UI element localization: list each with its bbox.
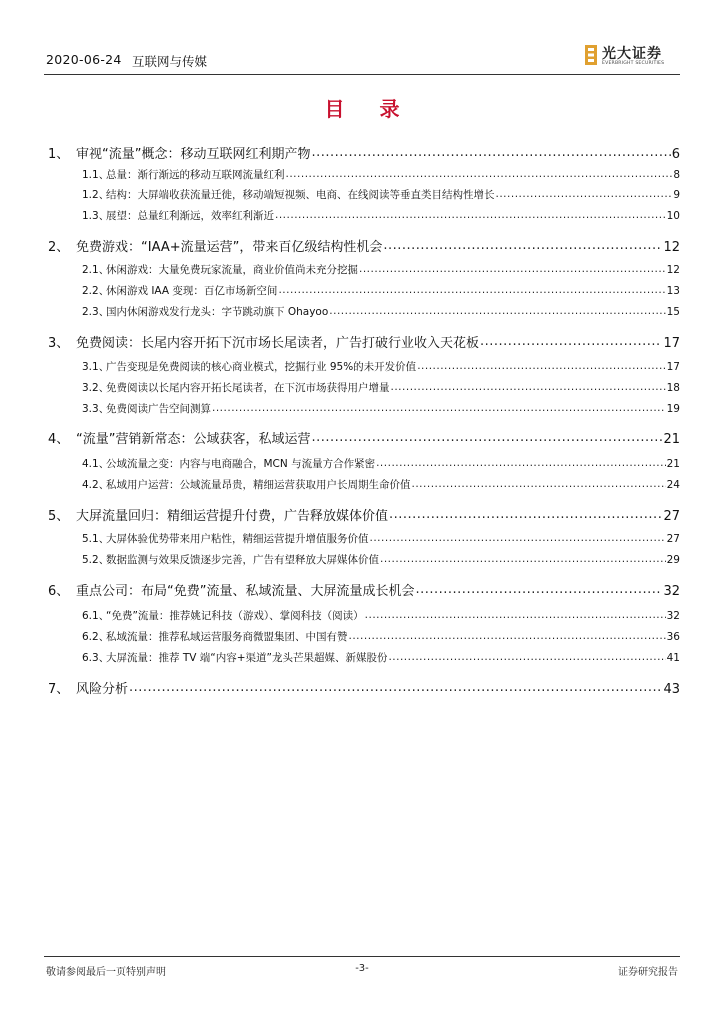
toc-page-number: 21 [663, 432, 680, 447]
toc-number: 5、 [48, 509, 70, 524]
toc-chapter[interactable] [44, 580, 680, 600]
toc-title: 公域流量之变：内容与电商融合，MCN 与流量方合作紧密 [106, 458, 376, 470]
toc-leader-dots [391, 381, 666, 392]
toc-leader-dots [412, 478, 666, 489]
company-logo [584, 42, 680, 70]
toc-leader-dots [389, 507, 662, 520]
toc-leader-dots [129, 680, 662, 693]
toc-title: 结构：大屏端收获流量迁徙，移动端短视频、电商、在线阅读等垂直类目结构性增长 [106, 189, 495, 201]
page-header [44, 40, 680, 74]
toc-leader-dots [359, 263, 666, 274]
toc-title: “免费”流量：推荐姚记科技（游戏）、掌阅科技（阅读） [106, 610, 364, 622]
toc-section[interactable] [44, 304, 680, 320]
toc-number: 4、 [48, 432, 70, 447]
toc-leader-dots [370, 532, 666, 543]
toc-section[interactable] [44, 552, 680, 568]
toc-chapter[interactable] [44, 428, 680, 448]
toc-section[interactable] [44, 380, 680, 396]
page-footer [44, 963, 680, 979]
logo-mark-icon [584, 44, 598, 66]
toc-title: 审视“流量”概念：移动互联网红利期产物 [76, 147, 311, 162]
toc-number: 5.2、 [82, 554, 110, 566]
toc-section[interactable] [44, 167, 680, 183]
report-sector: 互联网与传媒 [132, 54, 208, 69]
toc-number: 5.1、 [82, 533, 110, 545]
toc-section[interactable] [44, 262, 680, 278]
toc-title: “流量”营销新常态：公域获客，私域运营 [76, 432, 311, 447]
toc-title: 免费游戏：“IAA+流量运营”，带来百亿级结构性机会 [76, 240, 383, 255]
toc-number: 6、 [48, 584, 70, 599]
toc-section[interactable] [44, 608, 680, 624]
toc-title: 数据监测与效果反馈逐步完善，广告有望释放大屏媒体价值 [106, 554, 379, 566]
toc-page-number: 36 [666, 631, 680, 643]
toc-number: 4.2、 [82, 479, 110, 491]
page-number: -3- [355, 963, 369, 974]
toc-page-number: 32 [663, 584, 680, 599]
toc-number: 4.1、 [82, 458, 110, 470]
toc-page-number: 19 [666, 403, 680, 415]
toc-number: 3.3、 [82, 403, 110, 415]
toc-chapter[interactable] [44, 505, 680, 525]
toc-section[interactable] [44, 456, 680, 472]
toc-number: 3.1、 [82, 361, 110, 373]
toc-chapter[interactable] [44, 332, 680, 352]
toc-leader-dots [212, 402, 666, 413]
header-divider [44, 74, 680, 75]
toc-page-number: 6 [671, 147, 680, 162]
toc-leader-dots [278, 284, 665, 295]
toc-page-number: 9 [673, 189, 680, 201]
toc-page-number: 29 [666, 554, 680, 566]
toc-title: 总量：渐行渐远的移动互联网流量红利 [106, 169, 285, 181]
toc-title: 休闲游戏：大量免费玩家流量，商业价值尚未充分挖掘 [106, 264, 358, 276]
toc-page-number: 41 [666, 652, 680, 664]
toc-page-number: 27 [663, 509, 680, 524]
toc-section[interactable] [44, 531, 680, 547]
page-title: 目 录 [324, 97, 414, 121]
toc-section[interactable] [44, 359, 680, 375]
toc-leader-dots [388, 651, 665, 662]
toc-number: 3.2、 [82, 382, 110, 394]
toc-leader-dots [329, 305, 665, 316]
toc-section[interactable] [44, 629, 680, 645]
logo-english: EVERBRIGHT SECURITIES [602, 61, 665, 66]
toc-page-number: 12 [663, 240, 680, 255]
toc-title: 展望：总量红利渐远，效率红利渐近 [106, 210, 274, 222]
toc-number: 1.2、 [82, 189, 110, 201]
disclaimer-note: 敬请参阅最后一页特别声明 [46, 967, 166, 978]
toc-leader-dots [380, 553, 666, 564]
toc-section[interactable] [44, 187, 680, 203]
toc-leader-dots [376, 457, 666, 468]
toc-leader-dots [311, 145, 670, 158]
report-type: 证券研究报告 [618, 967, 678, 978]
toc-leader-dots [415, 582, 662, 595]
toc-title: 大屏流量回归：精细运营提升付费，广告释放媒体价值 [76, 509, 389, 524]
toc-leader-dots [311, 430, 662, 443]
logo-name: 光大证券 [602, 46, 662, 62]
toc-page-number: 10 [666, 210, 680, 222]
toc-page-number: 8 [673, 169, 680, 181]
toc-page-number: 32 [666, 610, 680, 622]
toc-number: 7、 [48, 682, 70, 697]
toc-leader-dots [349, 630, 666, 641]
toc-section[interactable] [44, 477, 680, 493]
toc-title: 免费阅读：长尾内容开拓下沉市场长尾读者，广告打破行业收入天花板 [76, 336, 480, 351]
toc-title: 大屏流量：推荐 TV 端“内容+渠道”龙头芒果超媒、新媒股份 [106, 652, 388, 664]
toc-page-number: 12 [666, 264, 680, 276]
toc-page-number: 43 [663, 682, 680, 697]
toc-leader-dots [496, 188, 673, 199]
toc-number: 1.1、 [82, 169, 110, 181]
toc-title: 私域流量：推荐私域运营服务商微盟集团、中国有赞 [106, 631, 348, 643]
toc-page-number: 17 [666, 361, 680, 373]
toc-leader-dots [417, 360, 665, 371]
toc-number: 2.2、 [82, 285, 110, 297]
toc-leader-dots [365, 609, 666, 620]
toc-section[interactable] [44, 401, 680, 417]
toc-chapter[interactable] [44, 143, 680, 163]
toc-number: 2、 [48, 240, 70, 255]
toc-title: 风险分析 [76, 682, 129, 697]
toc-leader-dots [275, 209, 666, 220]
toc-title: 大屏体验优势带来用户粘性，精细运营提升增值服务价值 [106, 533, 369, 545]
toc-chapter[interactable] [44, 678, 680, 698]
toc-number: 2.1、 [82, 264, 110, 276]
toc-section[interactable] [44, 650, 680, 666]
toc-number: 6.1、 [82, 610, 110, 622]
toc-page-number: 27 [666, 533, 680, 545]
toc-title: 国内休闲游戏发行龙头：字节跳动旗下 Ohayoo [106, 306, 329, 318]
toc-page-number: 13 [666, 285, 680, 297]
toc-page-number: 15 [666, 306, 680, 318]
toc-title: 休闲游戏 IAA 变现：百亿市场新空间 [106, 285, 278, 297]
report-date: 2020-06-24 [46, 52, 122, 67]
toc-title: 私域用户运营：公域流量昂贵，精细运营获取用户长周期生命价值 [106, 479, 411, 491]
toc-title: 广告变现是免费阅读的核心商业模式，挖掘行业 95%的未开发价值 [106, 361, 417, 373]
toc-section[interactable] [44, 208, 680, 224]
toc-number: 6.3、 [82, 652, 110, 664]
toc-number: 3、 [48, 336, 70, 351]
toc-number: 6.2、 [82, 631, 110, 643]
toc-page-number: 17 [663, 336, 680, 351]
toc-number: 2.3、 [82, 306, 110, 318]
toc-leader-dots [286, 168, 673, 179]
toc-leader-dots [383, 238, 662, 251]
toc-page-number: 18 [666, 382, 680, 394]
toc-page-number: 24 [666, 479, 680, 491]
toc-number: 1.3、 [82, 210, 110, 222]
toc-number: 1、 [48, 147, 70, 162]
toc-section[interactable] [44, 283, 680, 299]
toc-page-number: 21 [666, 458, 680, 470]
footer-divider [44, 956, 680, 957]
toc-leader-dots [480, 334, 662, 347]
toc-chapter[interactable] [44, 236, 680, 256]
toc-title: 免费阅读以长尾内容开拓长尾读者，在下沉市场获得用户增量 [106, 382, 390, 394]
toc-title: 重点公司：布局“免费”流量、私域流量、大屏流量成长机会 [76, 584, 415, 599]
toc-title: 免费阅读广告空间测算 [106, 403, 211, 415]
